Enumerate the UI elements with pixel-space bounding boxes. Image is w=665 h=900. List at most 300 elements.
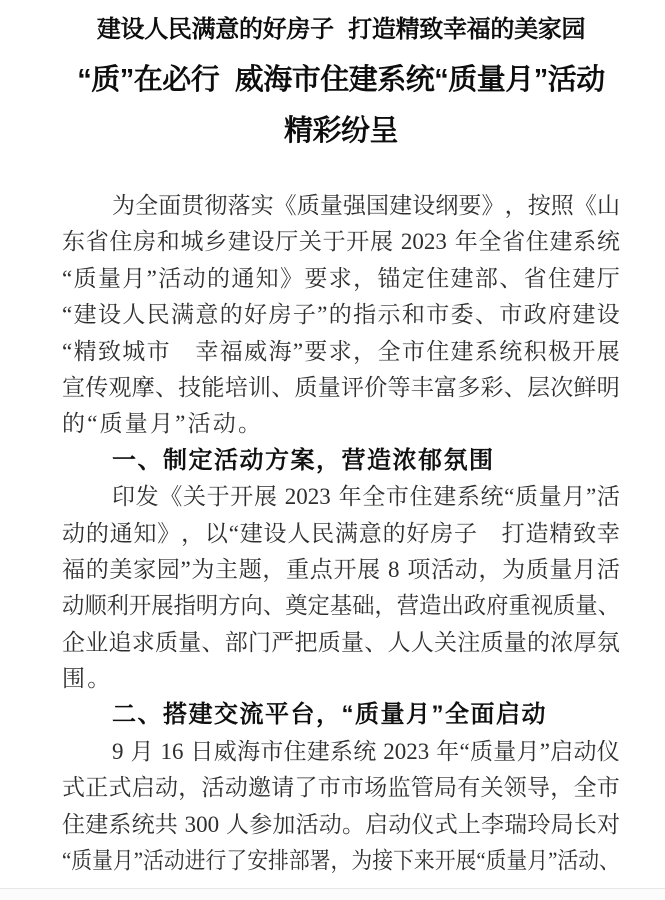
body-line: [62, 552, 620, 588]
char-token: 月: [527, 848, 549, 874]
char-token: 威: [244, 338, 268, 364]
char-token: 顺: [84, 593, 107, 619]
char-token: 利: [106, 593, 129, 619]
char-token: 府: [547, 302, 571, 328]
char-token: 追: [108, 629, 132, 655]
char-token: 重: [286, 556, 310, 582]
char-token: 定: [188, 446, 213, 474]
char-token: 一: [112, 446, 136, 474]
char-token: ”: [175, 411, 186, 437]
char-token: “: [476, 848, 486, 874]
char-token: 于: [322, 229, 346, 255]
char-token: ，: [178, 775, 202, 801]
char-token: 把: [294, 629, 318, 655]
char-token: “: [504, 484, 515, 510]
char-token: 住: [109, 229, 133, 255]
char-token: 活: [143, 848, 164, 874]
char-token: 全: [135, 193, 159, 218]
char-token: 动: [163, 848, 185, 874]
char-token: 全: [478, 229, 502, 255]
char-token: 为: [112, 193, 135, 218]
char-token: 2023: [284, 484, 331, 510]
char-token: 来: [413, 848, 435, 874]
char-token: 摩: [131, 374, 155, 400]
line-text: [62, 516, 620, 552]
char-token: 郁: [418, 446, 442, 474]
char-token: 、: [503, 374, 527, 400]
char-token: 人: [226, 811, 249, 837]
char-token: 通: [109, 520, 133, 546]
char-token: 质: [469, 738, 493, 764]
char-token: 《: [159, 484, 183, 510]
char-token: 业: [85, 629, 109, 655]
char-token: 《: [273, 193, 297, 218]
char-token: 李: [481, 811, 505, 837]
char-token: 导: [527, 775, 550, 801]
char-token: 委: [450, 302, 474, 328]
char-token: 启: [496, 701, 520, 729]
char-token: 次: [550, 374, 574, 400]
char-token: 二: [112, 701, 136, 729]
char-token: 政: [523, 302, 547, 328]
char-token: 。: [87, 666, 111, 692]
body-line: [62, 261, 620, 297]
char-token: 建: [450, 265, 474, 291]
char-token: 精: [549, 520, 573, 546]
char-token: 富: [434, 374, 457, 400]
char-token: 系: [108, 811, 132, 837]
char-token: 山: [596, 193, 620, 218]
char-token: 长: [573, 811, 597, 837]
line-text: [112, 443, 493, 479]
char-token: 、: [271, 374, 295, 400]
char-token: 奠: [285, 593, 308, 619]
char-token: ”: [133, 848, 144, 874]
document-title: [62, 4, 620, 157]
char-token: 人: [387, 629, 411, 655]
char-token: 》: [481, 193, 505, 218]
line-text: [62, 843, 620, 879]
char-token: 排: [268, 848, 289, 874]
char-token: 系: [573, 229, 597, 255]
char-token: 纲: [435, 193, 459, 218]
char-token: 知: [133, 520, 157, 546]
line-text: [62, 370, 620, 406]
line-text: [62, 406, 261, 442]
char-token: 共: [154, 811, 178, 837]
title-line-3: 精彩纷呈: [283, 115, 398, 147]
char-token: 要: [304, 265, 328, 291]
title-line-1: 建设人民满意的好房子 打造精致幸福的美家园: [96, 16, 586, 43]
char-token: 极: [547, 338, 571, 364]
char-token: 为: [191, 556, 215, 582]
char-token: 开: [128, 593, 152, 619]
char-token: 家: [133, 556, 157, 582]
char-token: 部: [474, 265, 498, 291]
char-token: ，: [374, 593, 397, 619]
char-token: 建: [227, 229, 251, 255]
char-token: ，: [316, 701, 340, 729]
char-token: 下: [393, 848, 414, 874]
char-token: 式: [434, 811, 458, 837]
char-token: 市: [341, 775, 364, 801]
char-token: 展: [253, 484, 277, 510]
line-text: [112, 697, 546, 733]
char-token: 活: [596, 556, 620, 582]
line-text: [62, 224, 620, 260]
char-token: 训: [248, 374, 271, 400]
char-token: “: [459, 738, 470, 764]
char-token: 活: [214, 446, 238, 474]
char-token: 丰: [410, 374, 434, 400]
char-token: 开: [572, 338, 596, 364]
char-token: “: [228, 520, 239, 546]
char-token: 面: [158, 193, 182, 218]
char-token: 量: [503, 629, 527, 655]
char-token: 面: [470, 701, 495, 729]
char-token: 意: [358, 520, 382, 546]
char-token: 。: [237, 411, 261, 437]
char-token: 量: [319, 193, 343, 218]
char-token: 彩: [480, 374, 504, 400]
char-token: 。: [341, 811, 365, 837]
char-token: 领: [503, 775, 527, 801]
char-token: 贯: [181, 193, 205, 218]
char-token: “: [62, 338, 73, 364]
char-token: 好: [406, 520, 430, 546]
char-token: 2023: [383, 738, 430, 764]
char-token: 局: [550, 811, 574, 837]
char-token: 月: [516, 738, 540, 764]
char-token: 海: [268, 338, 292, 364]
char-token: 案: [290, 446, 315, 474]
char-token: 强: [342, 193, 366, 218]
char-token: 300: [184, 811, 220, 837]
line-text: [62, 807, 620, 843]
char-token: 活: [158, 265, 182, 291]
char-token: 请: [271, 775, 295, 801]
char-token: 建: [239, 520, 263, 546]
char-token: 9: [112, 738, 124, 764]
char-token: 的: [382, 520, 406, 546]
char-token: 住: [547, 265, 571, 291]
char-token: 营: [396, 593, 420, 619]
char-token: 和: [401, 302, 425, 328]
char-token: 日: [190, 738, 214, 764]
char-token: 开: [230, 484, 254, 510]
char-token: 营: [341, 446, 366, 474]
char-token: 宣: [62, 374, 85, 400]
char-token: 致: [97, 338, 121, 364]
char-token: 锚: [377, 265, 401, 291]
char-token: 关: [298, 229, 322, 255]
char-token: 出: [441, 593, 464, 619]
char-token: 系: [456, 484, 480, 510]
body-line: [62, 406, 620, 442]
char-token: 视: [530, 593, 554, 619]
char-token: 市: [401, 338, 425, 364]
char-token: 氛: [443, 446, 468, 474]
char-token: 16: [160, 738, 184, 764]
char-token: 满: [171, 302, 195, 328]
char-token: 《: [573, 193, 597, 218]
char-token: 活: [431, 556, 455, 582]
line-text: [62, 261, 620, 297]
char-token: 年: [338, 484, 362, 510]
char-token: 房: [133, 229, 157, 255]
char-token: 质: [99, 411, 123, 437]
char-token: 开: [346, 229, 370, 255]
char-token: 设: [97, 302, 121, 328]
char-token: 动: [239, 446, 264, 474]
char-token: 台: [290, 701, 315, 729]
char-token: 浓: [392, 446, 417, 474]
char-token: 、: [155, 374, 178, 400]
section-heading: [62, 443, 620, 479]
char-token: 求: [328, 338, 352, 364]
char-token: 动: [388, 811, 412, 837]
char-token: 的: [206, 265, 230, 291]
char-token: 国: [366, 193, 390, 218]
char-token: 关: [434, 629, 457, 655]
char-token: 月: [573, 556, 597, 582]
char-token: 月: [112, 848, 134, 874]
char-token: 上: [457, 811, 481, 837]
char-token: 方: [265, 446, 289, 474]
char-token: 展: [596, 338, 620, 364]
char-token: 人: [122, 302, 146, 328]
char-token: 重: [508, 593, 531, 619]
char-token: 全: [362, 484, 386, 510]
char-token: 落: [227, 193, 251, 218]
char-token: 进: [184, 848, 206, 874]
char-token: ，: [330, 848, 352, 874]
body-line: [62, 188, 620, 224]
body-line: [62, 516, 620, 552]
char-token: 、: [364, 629, 388, 655]
char-token: ，: [353, 338, 377, 364]
char-token: 2023: [400, 229, 447, 255]
title-line-2: “质”在必行 威海市住建系统“质量月”活动: [77, 64, 605, 96]
char-token: ，: [353, 265, 377, 291]
char-token: 展: [151, 593, 174, 619]
char-token: 仪: [411, 811, 435, 837]
char-token: 质: [317, 629, 341, 655]
char-token: 月: [406, 701, 430, 729]
char-token: 展: [455, 848, 477, 874]
char-token: 开: [333, 556, 357, 582]
body-line: [62, 224, 620, 260]
char-token: 乡: [204, 229, 228, 255]
char-token: 园: [156, 556, 180, 582]
char-token: 多: [457, 374, 481, 400]
char-token: 求: [328, 265, 352, 291]
char-token: 启: [365, 811, 389, 837]
char-token: ，: [504, 193, 528, 218]
body-line: [62, 807, 620, 843]
line-text: [62, 625, 620, 661]
body-line: [62, 770, 620, 806]
char-token: 动: [182, 265, 206, 291]
char-token: 月: [562, 484, 586, 510]
char-token: 量: [380, 701, 405, 729]
char-token: 的: [85, 556, 109, 582]
char-token: 项: [407, 556, 431, 582]
char-token: 设: [596, 302, 620, 328]
char-token: 展: [357, 556, 381, 582]
char-token: 围: [469, 446, 493, 474]
char-token: 省: [523, 265, 547, 291]
char-token: 东: [62, 229, 85, 255]
char-token: 参: [249, 811, 273, 837]
char-token: 局: [434, 775, 457, 801]
char-token: 关: [480, 775, 504, 801]
char-token: 量: [92, 848, 113, 874]
char-token: 彻: [204, 193, 228, 218]
char-token: 培: [224, 374, 248, 400]
char-token: 企: [62, 629, 85, 655]
char-token: 启: [131, 775, 155, 801]
char-token: 城: [180, 229, 204, 255]
char-token: 量: [506, 848, 528, 874]
char-token: 的: [527, 629, 550, 655]
char-token: 于: [206, 484, 230, 510]
char-token: 的: [85, 520, 109, 546]
char-token: 式: [62, 775, 85, 801]
char-token: 府: [486, 593, 509, 619]
char-token: 监: [387, 775, 411, 801]
char-token: 的: [62, 411, 85, 437]
char-token: 城: [122, 338, 146, 364]
char-token: 安: [247, 848, 269, 874]
char-token: 围: [62, 666, 85, 692]
char-token: 观: [108, 374, 132, 400]
char-token: 造: [367, 446, 391, 474]
char-token: 年: [454, 229, 478, 255]
char-token: 定: [307, 593, 330, 619]
char-token: 厅: [275, 229, 299, 255]
char-token: 意: [195, 302, 219, 328]
char-token: 瑞: [504, 811, 528, 837]
char-token: 福: [62, 556, 85, 582]
char-token: 质: [355, 701, 379, 729]
char-token: 交: [214, 701, 238, 729]
char-token: 质: [155, 629, 178, 655]
char-token: 流: [239, 701, 264, 729]
char-token: 设: [412, 193, 436, 218]
char-token: 建: [188, 701, 213, 729]
char-token: ”: [317, 302, 328, 328]
char-token: 福: [219, 338, 243, 364]
line-text: [112, 479, 620, 515]
char-token: 造: [525, 520, 549, 546]
char-token: 启: [550, 738, 574, 764]
char-token: 住: [426, 338, 450, 364]
char-token: ”: [431, 701, 444, 729]
char-token: 价: [364, 374, 388, 400]
char-token: 造: [419, 593, 442, 619]
char-token: 有: [457, 775, 481, 801]
char-token: 活: [596, 484, 620, 510]
char-token: “: [62, 302, 73, 328]
char-token: 评: [341, 374, 364, 400]
body-line: [62, 588, 620, 624]
char-token: 统: [480, 484, 504, 510]
char-token: 质: [294, 374, 318, 400]
body-line: [62, 479, 620, 515]
char-token: 建: [73, 302, 97, 328]
char-token: 、: [262, 593, 286, 619]
char-token: 仪: [596, 738, 620, 764]
char-token: 幸: [195, 338, 219, 364]
page-below-edge: [0, 889, 665, 900]
char-token: 实: [250, 193, 274, 218]
char-token: 浓: [550, 629, 574, 655]
char-token: 统: [131, 811, 155, 837]
char-token: 量: [124, 411, 148, 437]
body-line: [62, 661, 620, 697]
char-token: 幸: [596, 520, 620, 546]
char-token: 明: [195, 593, 219, 619]
char-token: 市: [146, 338, 170, 364]
char-token: 活: [201, 775, 225, 801]
char-token: ”: [292, 338, 304, 364]
char-token: 建: [549, 229, 573, 255]
char-token: 统: [353, 738, 377, 764]
char-token: 年: [436, 738, 460, 764]
char-token: 动: [224, 775, 248, 801]
char-token: 按: [527, 193, 551, 218]
char-token: 子: [292, 302, 316, 328]
char-token: 础: [352, 593, 375, 619]
char-token: 质: [73, 265, 97, 291]
body-line: [62, 843, 620, 879]
char-token: 建: [389, 193, 413, 218]
char-token: 建: [85, 811, 109, 837]
char-token: 住: [525, 229, 549, 255]
char-token: 建: [433, 484, 457, 510]
char-token: 示: [377, 302, 401, 328]
char-token: 管: [410, 775, 434, 801]
char-token: 和: [156, 229, 180, 255]
char-token: 加: [272, 811, 296, 837]
char-token: 质: [553, 593, 576, 619]
char-token: 全: [573, 775, 597, 801]
char-token: 市: [426, 302, 450, 328]
char-token: 层: [527, 374, 550, 400]
line-text: [62, 588, 620, 624]
char-token: 、: [137, 446, 162, 474]
char-token: ，: [316, 446, 340, 474]
char-token: “: [341, 701, 354, 729]
char-token: 行: [205, 848, 227, 874]
char-token: 了: [226, 848, 248, 874]
char-token: 量: [575, 593, 598, 619]
char-token: 子: [454, 520, 478, 546]
char-token: 注: [457, 629, 481, 655]
char-token: 民: [311, 520, 335, 546]
char-token: 的: [219, 302, 243, 328]
char-token: 、: [599, 848, 620, 874]
char-token: 住: [62, 811, 85, 837]
char-token: 向: [240, 593, 263, 619]
char-token: 要: [304, 338, 328, 364]
char-token: 省: [502, 229, 526, 255]
char-token: ，: [181, 520, 205, 546]
char-token: ”: [548, 848, 558, 874]
char-token: 通: [231, 265, 255, 291]
char-token: ，: [478, 556, 502, 582]
